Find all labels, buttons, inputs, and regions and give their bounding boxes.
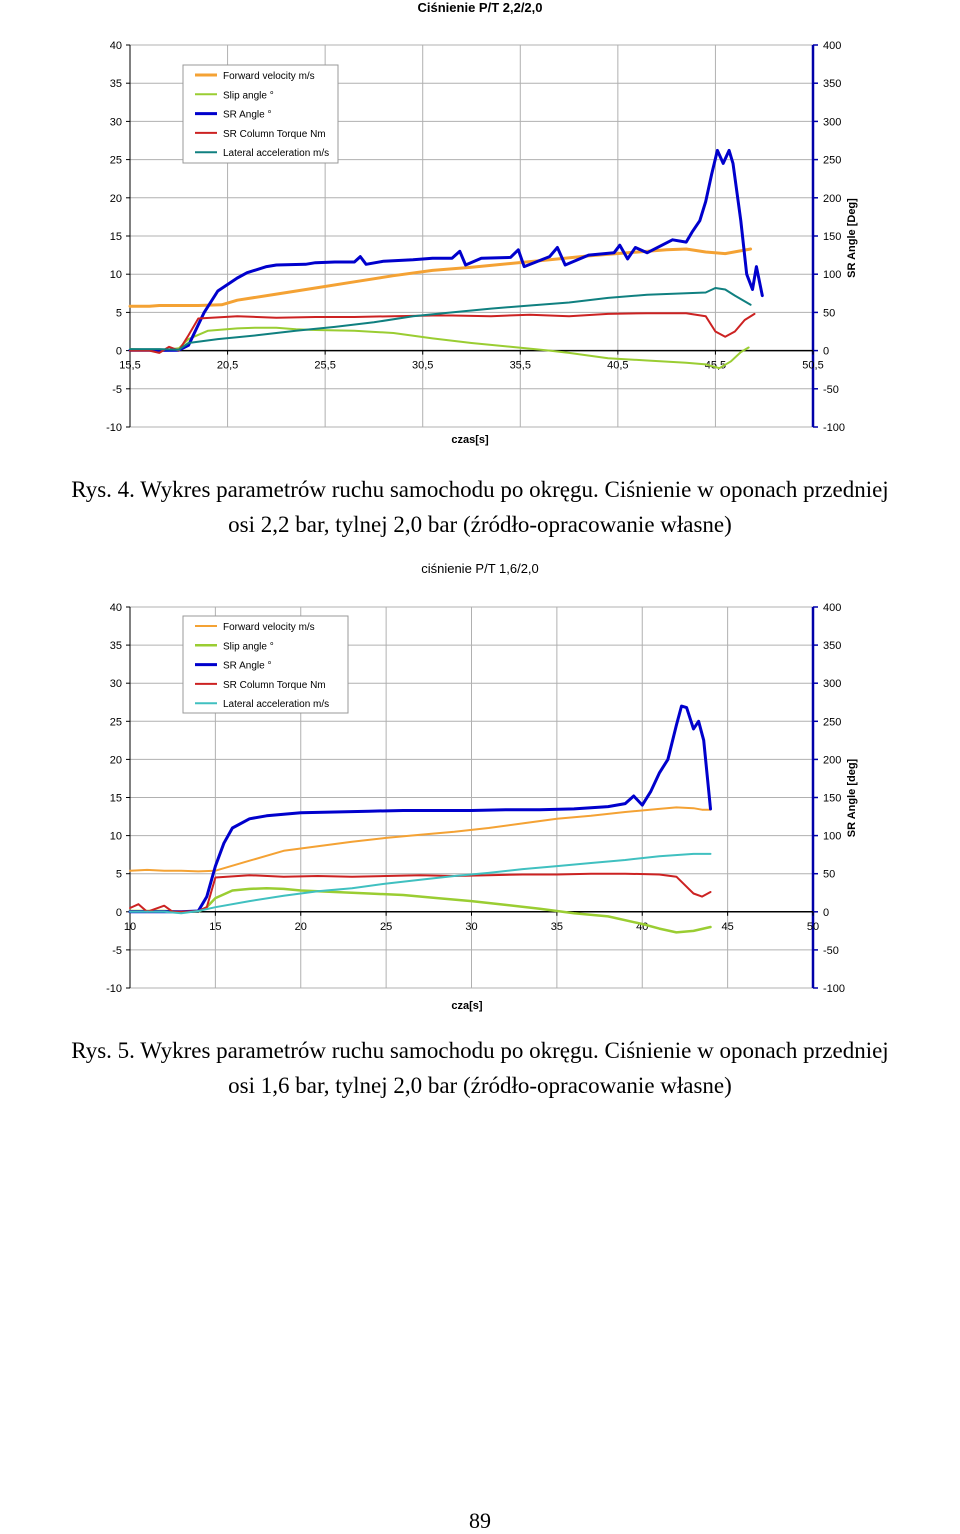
chart2-xtick-label: 40 bbox=[636, 920, 649, 933]
chart2-legend-label: Slip angle ° bbox=[223, 641, 274, 653]
chart1-legend-label: SR Angle ° bbox=[223, 109, 272, 121]
chart1-ytick-label: 30 bbox=[109, 116, 122, 129]
chart2-y2tick-label: 400 bbox=[823, 602, 842, 614]
chart1-y2tick-label: 150 bbox=[823, 231, 842, 243]
chart1-ytick-label: 40 bbox=[109, 40, 122, 52]
chart1-legend bbox=[183, 65, 338, 163]
chart2-y2tick-label: 250 bbox=[823, 716, 842, 729]
chart1-xtick-label: 25,5 bbox=[314, 359, 336, 372]
chart2-xtick-label: 30 bbox=[465, 920, 478, 933]
caption-rys4-line1: Rys. 4. Wykres parametrów ruchu samochodu po okręgu. Ciśnienie w oponach przedniej bbox=[71, 477, 889, 502]
chart2-ytick-label: 25 bbox=[109, 716, 122, 729]
chart1-y2tick-label: 350 bbox=[823, 78, 842, 91]
chart1-y2tick-label: 100 bbox=[823, 269, 842, 282]
chart2-series-3-line bbox=[130, 706, 711, 912]
chart2-y2label: SR Angle [deg] bbox=[846, 758, 858, 838]
chart2-ytick-label: -10 bbox=[106, 983, 122, 995]
chart1-xtick-label: 30,5 bbox=[412, 359, 434, 372]
chart2-legend-label: Forward velocity m/s bbox=[223, 622, 315, 633]
chart2-ytick-label: 40 bbox=[109, 602, 122, 614]
chart2 bbox=[0, 580, 960, 1020]
chart2-legend bbox=[183, 616, 348, 713]
chart1-ytick-label: 20 bbox=[109, 192, 122, 205]
page-number: 89 bbox=[469, 1508, 491, 1533]
chart1-ytick-label: 15 bbox=[109, 231, 122, 243]
chart1-xtick-label: 45,5 bbox=[704, 359, 727, 372]
chart2-ytick-label: -5 bbox=[112, 944, 122, 957]
chart2-xlabel: cza[s] bbox=[451, 1000, 483, 1012]
chart1-y2tick-label: 200 bbox=[823, 192, 842, 205]
chart1-xtick-label: 20,5 bbox=[216, 359, 239, 372]
chart1-legend-label: Forward velocity m/s bbox=[223, 71, 315, 82]
chart1-legend-label: Lateral acceleration m/s bbox=[223, 148, 330, 160]
chart2-ytick-label: 15 bbox=[109, 792, 122, 805]
chart2-ytick-label: 0 bbox=[115, 906, 122, 919]
chart2-y2tick-label: 300 bbox=[823, 678, 842, 691]
chart1-legend-label: SR Column Torque Nm bbox=[223, 128, 326, 140]
chart2-y2tick-label: 350 bbox=[823, 640, 842, 653]
chart1-y2tick-label: 400 bbox=[823, 40, 842, 52]
chart2-legend-label: SR Angle ° bbox=[223, 660, 272, 672]
chart1-series-5-line bbox=[130, 288, 751, 350]
caption-rys5 bbox=[0, 1033, 960, 1103]
chart2-legend-label: Lateral acceleration m/s bbox=[223, 699, 330, 711]
caption-rys4-line2: osi 2,2 bar, tylnej 2,0 bar (źródło-opracowanie własne) bbox=[228, 512, 732, 537]
chart1-xlabel: czas[s] bbox=[451, 434, 489, 446]
chart2-legend-label: SR Column Torque Nm bbox=[223, 679, 326, 691]
chart2-svg bbox=[0, 580, 960, 1020]
chart1-y2tick-label: 0 bbox=[823, 345, 830, 358]
chart1-title: Ciśnienie P/T 2,2/2,0 bbox=[417, 0, 543, 15]
caption-rys4 bbox=[0, 472, 960, 542]
chart1-ytick-label: 25 bbox=[109, 154, 122, 167]
chart2-ytick-label: 35 bbox=[109, 640, 122, 653]
chart1-y2tick-label: 300 bbox=[823, 116, 842, 129]
chart2-xtick-label: 25 bbox=[380, 920, 393, 933]
chart2-y2tick-label: 0 bbox=[823, 906, 830, 919]
chart2-ytick-label: 10 bbox=[109, 830, 122, 843]
chart2-y2tick-label: 200 bbox=[823, 754, 842, 767]
chart2-ytick-label: 20 bbox=[109, 754, 122, 767]
chart1-y2tick-label: -100 bbox=[823, 422, 846, 434]
chart2-y2tick-label: 150 bbox=[823, 792, 842, 805]
chart2-xtick-label: 45 bbox=[721, 920, 734, 933]
chart2-title: ciśnienie P/T 1,6/2,0 bbox=[421, 561, 539, 576]
chart2-xtick-label: 20 bbox=[294, 920, 307, 933]
chart1-ytick-label: 10 bbox=[109, 269, 122, 282]
chart1-xtick-label: 50,5 bbox=[802, 359, 824, 372]
chart2-xtick-label: 35 bbox=[550, 920, 563, 933]
chart2-xtick-label: 50 bbox=[806, 920, 820, 933]
chart1-xtick-label: 40,5 bbox=[607, 359, 629, 372]
chart2-xtick-label: 10 bbox=[123, 920, 137, 933]
chart1-y2tick-label: -50 bbox=[823, 383, 839, 396]
caption-rys5-line2: osi 1,6 bar, tylnej 2,0 bar (źródło-opracowanie własne) bbox=[228, 1073, 732, 1098]
chart2-ytick-label: 30 bbox=[109, 678, 122, 691]
chart1-series-4-line bbox=[130, 313, 755, 353]
chart2-y2tick-label: -100 bbox=[823, 983, 846, 995]
chart1-y2tick-label: 250 bbox=[823, 154, 842, 167]
chart1-y2tick-label: 50 bbox=[823, 307, 836, 320]
chart1-ytick-label: 0 bbox=[115, 345, 122, 358]
chart1-ytick-label: 5 bbox=[115, 307, 122, 320]
chart2-ytick-label: 5 bbox=[115, 868, 122, 881]
chart1-ytick-label: -5 bbox=[112, 383, 122, 396]
chart1-xtick-label: 35,5 bbox=[509, 359, 531, 372]
chart1 bbox=[0, 0, 960, 460]
chart1-y2label: SR Angle [Deg] bbox=[846, 198, 858, 278]
chart1-legend-label: Slip angle ° bbox=[223, 90, 274, 102]
caption-rys5-line1: Rys. 5. Wykres parametrów ruchu samochodu po okręgu. Ciśnienie w oponach przedniej bbox=[71, 1038, 889, 1063]
chart2-y2tick-label: 50 bbox=[823, 868, 836, 881]
chart2-y2tick-label: 100 bbox=[823, 830, 842, 843]
chart2-xtick-label: 15 bbox=[209, 920, 222, 933]
chart1-ytick-label: 35 bbox=[109, 78, 122, 91]
chart1-ytick-label: -10 bbox=[106, 422, 122, 434]
chart1-xtick-label: 15,5 bbox=[119, 359, 141, 372]
chart2-y2tick-label: -50 bbox=[823, 944, 839, 957]
chart1-svg bbox=[0, 0, 960, 460]
